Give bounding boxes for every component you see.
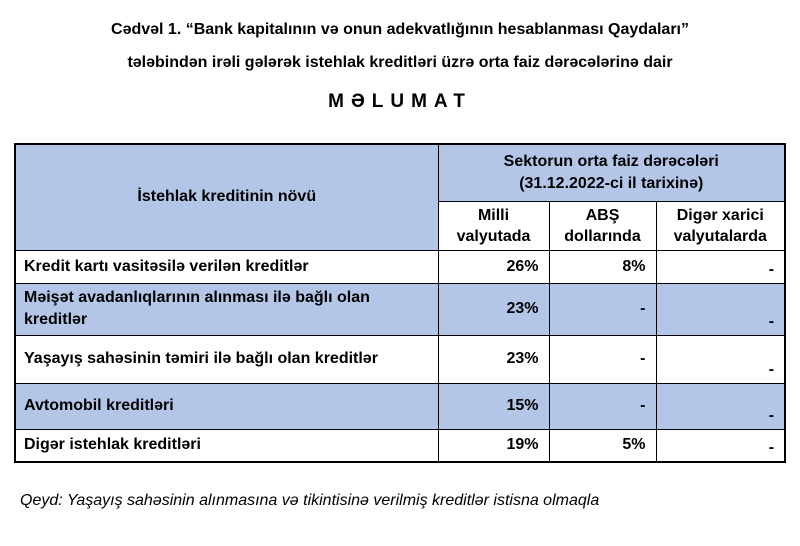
table-row: [15, 429, 785, 462]
page-title: [30, 13, 770, 79]
page-title-line1: Cədvəl 1. “Bank kapitalının və onun adekvatlığının hesablanması Qaydaları”: [111, 21, 689, 38]
row-label: Yaşayış sahəsinin təmiri ilə bağlı olan kreditlər: [15, 335, 438, 383]
value-national: 23%: [438, 335, 549, 383]
column-header-credit-type: İstehlak kreditinin növü: [15, 144, 438, 250]
value-other: -: [656, 283, 785, 335]
row-label: Kredit kartı vasitəsilə verilən kreditlər: [15, 250, 438, 283]
page-title-line2: tələbindən irəli gələrək istehlak kreditləri üzrə orta faiz dərəcələrinə dair: [127, 54, 673, 71]
value-national: 15%: [438, 383, 549, 429]
row-label: Digər istehlak kreditləri: [15, 429, 438, 462]
row-label: Avtomobil kreditləri: [15, 383, 438, 429]
value-national: 19%: [438, 429, 549, 462]
table-row: [15, 283, 785, 335]
value-other: -: [656, 383, 785, 429]
value-other: -: [656, 335, 785, 383]
document-heading: MƏLUMAT: [328, 91, 472, 112]
value-national: 23%: [438, 283, 549, 335]
header-row-group: [15, 144, 785, 201]
row-label: Məişət avadanlıqlarının alınması ilə bağlı olan kreditlər: [15, 283, 438, 335]
footnote: Qeyd: Yaşayış sahəsinin alınmasına və tikintisinə verilmiş kreditlər istisna olmaqla: [20, 492, 600, 509]
value-other: -: [656, 429, 785, 462]
value-other: -: [656, 250, 785, 283]
column-header-national-currency: Milli valyutada: [438, 201, 549, 250]
rates-table: [14, 143, 786, 463]
value-usd: -: [549, 383, 656, 429]
column-header-usd: ABŞ dollarında: [549, 201, 656, 250]
value-usd: -: [549, 283, 656, 335]
group-header-title: Sektorun orta faiz dərəcələri: [503, 152, 719, 170]
value-usd: -: [549, 335, 656, 383]
value-usd: 8%: [549, 250, 656, 283]
column-header-other-currency: Digər xarici valyutalarda: [656, 201, 785, 250]
value-usd: 5%: [549, 429, 656, 462]
group-header-date: (31.12.2022-ci il tarixinə): [519, 174, 704, 192]
table-row: [15, 383, 785, 429]
table-row: [15, 250, 785, 283]
table-row: [15, 335, 785, 383]
value-national: 26%: [438, 250, 549, 283]
column-group-header: [438, 144, 785, 201]
